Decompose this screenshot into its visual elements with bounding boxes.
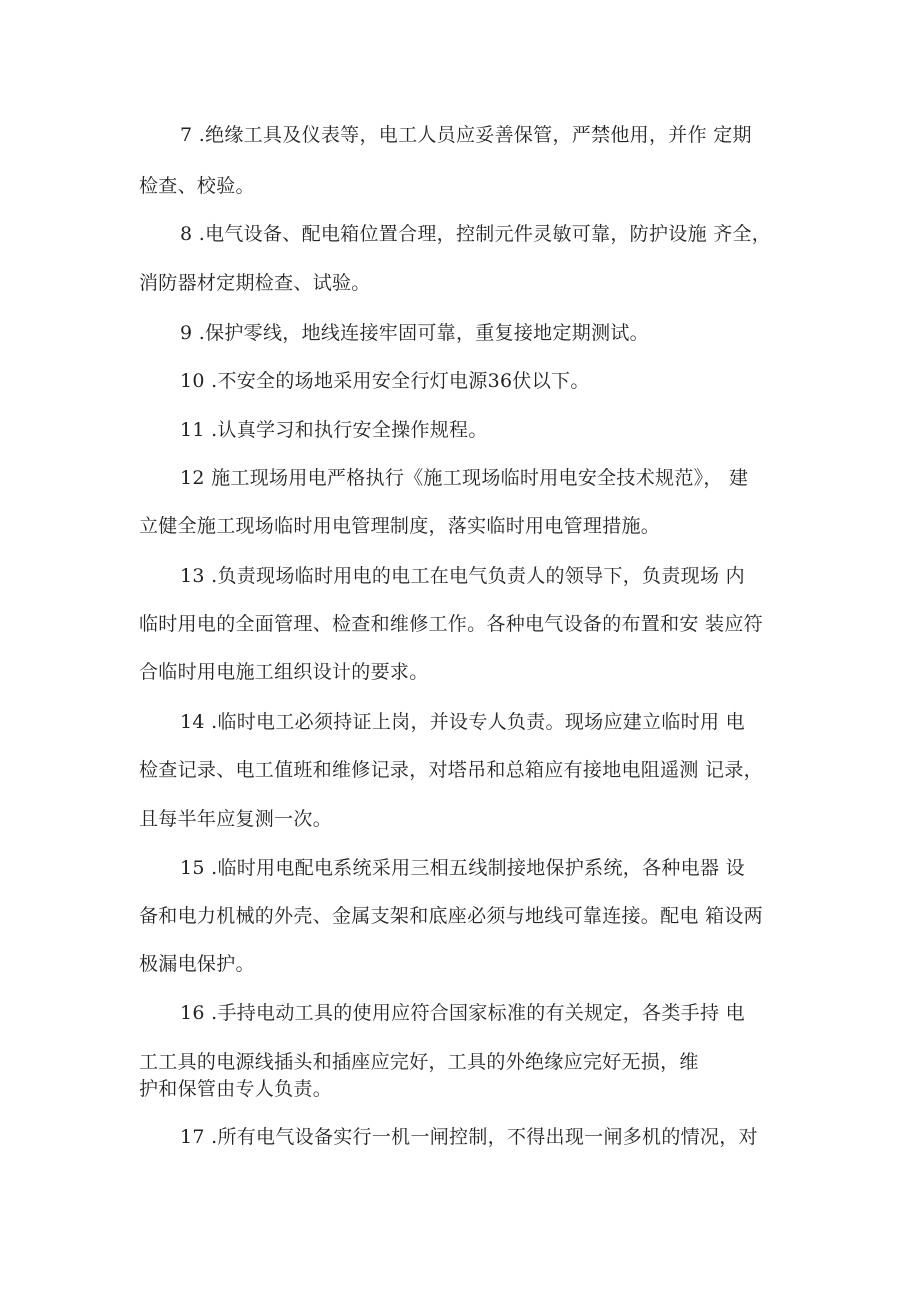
item-11-line-1: 11 .认真学习和执行安全操作规程。 [180, 419, 488, 441]
item-7-line-2: 检查、校验。 [139, 175, 255, 197]
item-13-line-2: 临时用电的全面管理、检查和维修工作。各种电气设备的布置和安 装应符 [139, 613, 763, 635]
item-14-line-3: 且每半年应复测一次。 [139, 808, 333, 830]
item-8-line-1: 8 .电气设备、配电箱位置合理，控制元件灵敏可靠，防护设施 齐全， [180, 223, 772, 245]
item-16-line-1: 16 .手持电动工具的使用应符合国家标准的有关规定，各类手持 电 [180, 1002, 745, 1024]
item-15-line-1: 15 .临时用电配电系统采用三相五线制接地保护系统，各种电器 设 [180, 857, 745, 879]
item-14-line-2: 检查记录、电工值班和维修记录，对塔吊和总箱应有接地电阻遥测 记录， [139, 759, 763, 781]
item-13-line-1: 13 .负责现场临时用电的电工在电气负责人的领导下，负责现场 内 [180, 565, 745, 587]
item-15-line-3: 极漏电保护。 [139, 953, 255, 975]
item-13-line-3: 合临时用电施工组织设计的要求。 [139, 661, 429, 683]
item-15-line-2: 备和电力机械的外壳、金属支架和底座必须与地线可靠连接。配电 箱设两 [139, 905, 763, 927]
item-17-line-1: 17 .所有电气设备实行一机一闸控制，不得出现一闸多机的情况，对 [180, 1126, 758, 1148]
item-7-line-1: 7 .绝缘工具及仪表等，电工人员应妥善保管，严禁他用，并作 定期 [180, 124, 752, 146]
item-12-line-2: 立健全施工现场临时用电管理制度，落实临时用电管理措施。 [139, 515, 661, 537]
item-12-line-1: 12 施工现场用电严格执行《施工现场临时用电安全技术规范》， 建 [180, 467, 749, 489]
item-16-line-3: 护和保管由专人负责。 [139, 1078, 333, 1100]
item-14-line-1: 14 .临时电工必须持证上岗，并设专人负责。现场应建立临时用 电 [180, 711, 745, 733]
item-10-line-1: 10 .不安全的场地采用安全行灯电源36伏以下。 [180, 370, 590, 392]
item-9-line-1: 9 .保护零线，地线连接牢固可靠，重复接地定期测试。 [180, 322, 649, 344]
item-16-line-2: 工工具的电源线插头和插座应完好，工具的外绝缘应完好无损，维 [139, 1051, 699, 1073]
item-8-line-2: 消防器材定期检查、试验。 [139, 272, 371, 294]
